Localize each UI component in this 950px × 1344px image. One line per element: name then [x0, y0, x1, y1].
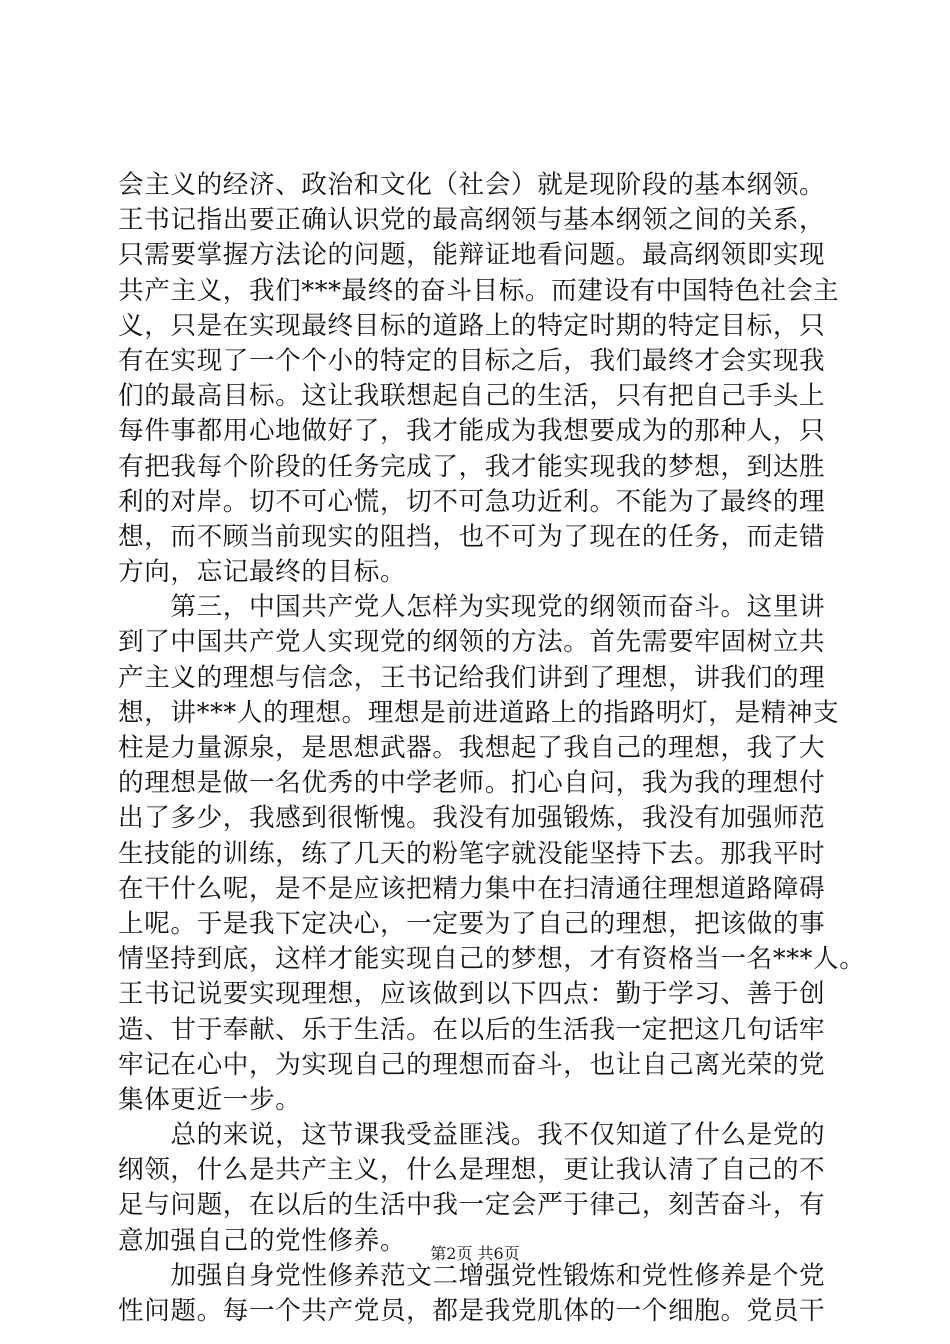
text-line: 每件事都用心地做好了，我才能成为我想要成为的那种人，只 [118, 416, 826, 447]
text-line: 有在实现了一个个小的特定的目标之后，我们最终才会实现我 [118, 345, 826, 376]
page-number-footer: 第2页 共6页 [430, 1244, 520, 1263]
text-line: 利的对岸。切不可心慌，切不可急功近利。不能为了最终的理 [118, 486, 826, 517]
text-line: 纲领，什么是共产主义，什么是理想，更让我认清了自己的不 [118, 1155, 826, 1186]
text-line: 产主义的理想与信念，王书记给我们讲到了理想，讲我们的理 [118, 662, 826, 693]
text-line: 牢记在心中，为实现自己的理想而奋斗，也让自己离光荣的党 [118, 1049, 826, 1080]
text-line: 方向，忘记最终的目标。 [118, 557, 407, 588]
text-line: 总的来说，这节课我受益匪浅。我不仅知道了什么是党的 [118, 1120, 826, 1151]
text-line: 造、甘于奉献、乐于生活。在以后的生活我一定把这几句话牢 [118, 1014, 826, 1045]
text-line: 到了中国共产党人实现党的纲领的方法。首先需要牢固树立共 [118, 627, 826, 658]
text-line: 只需要掌握方法论的问题，能辩证地看问题。最高纲领即实现 [118, 240, 826, 271]
text-line: 生技能的训练，练了几天的粉笔字就没能坚持下去。那我平时 [118, 838, 826, 869]
text-line: 情坚持到底，这样才能实现自己的梦想，才有资格当一名***人。 [118, 944, 866, 975]
text-line: 上呢。于是我下定决心，一定要为了自己的理想，把该做的事 [118, 908, 826, 939]
text-line: 集体更近一步。 [118, 1084, 302, 1115]
text-line: 想，讲***人的理想。理想是前进道路上的指路明灯，是精神支 [118, 697, 840, 728]
text-line: 王书记指出要正确认识党的最高纲领与基本纲领之间的关系， [118, 205, 826, 236]
text-line: 意加强自己的党性修养。 [118, 1225, 407, 1256]
text-line: 性问题。每一个共产党员，都是我党肌体的一个细胞。党员干 [118, 1296, 826, 1326]
text-line: 出了多少，我感到很惭愧。我没有加强锻炼，我没有加强师范 [118, 803, 826, 834]
text-line: 王书记说要实现理想，应该做到以下四点：勤于学习、善于创 [118, 979, 826, 1010]
text-line: 有把我每个阶段的任务完成了，我才能实现我的梦想，到达胜 [118, 451, 826, 482]
text-line: 加强自身党性修养范文二增强党性锻炼和党性修养是个党 [118, 1260, 826, 1291]
text-line: 足与问题，在以后的生活中我一定会严于律己，刻苦奋斗，有 [118, 1190, 826, 1221]
text-line: 想，而不顾当前现实的阻挡，也不可为了现在的任务，而走错 [118, 521, 826, 552]
text-line: 会主义的经济、政治和文化（社会）就是现阶段的基本纲领。 [118, 170, 826, 200]
text-line: 们的最高目标。这让我联想起自己的生活，只有把自己手头上 [118, 381, 826, 412]
text-line: 共产主义，我们***最终的奋斗目标。而建设有中国特色社会主 [118, 275, 840, 306]
text-line: 第三，中国共产党人怎样为实现党的纲领而奋斗。这里讲 [118, 592, 826, 623]
text-line: 义，只是在实现最终目标的道路上的特定时期的特定目标，只 [118, 310, 826, 341]
document-body [118, 168, 866, 1329]
text-line: 的理想是做一名优秀的中学老师。扪心自问，我为我的理想付 [118, 768, 826, 799]
text-line: 在干什么呢，是不是应该把精力集中在扫清通往理想道路障碍 [118, 873, 826, 904]
text-line: 柱是力量源泉，是思想武器。我想起了我自己的理想，我了大 [118, 733, 826, 763]
